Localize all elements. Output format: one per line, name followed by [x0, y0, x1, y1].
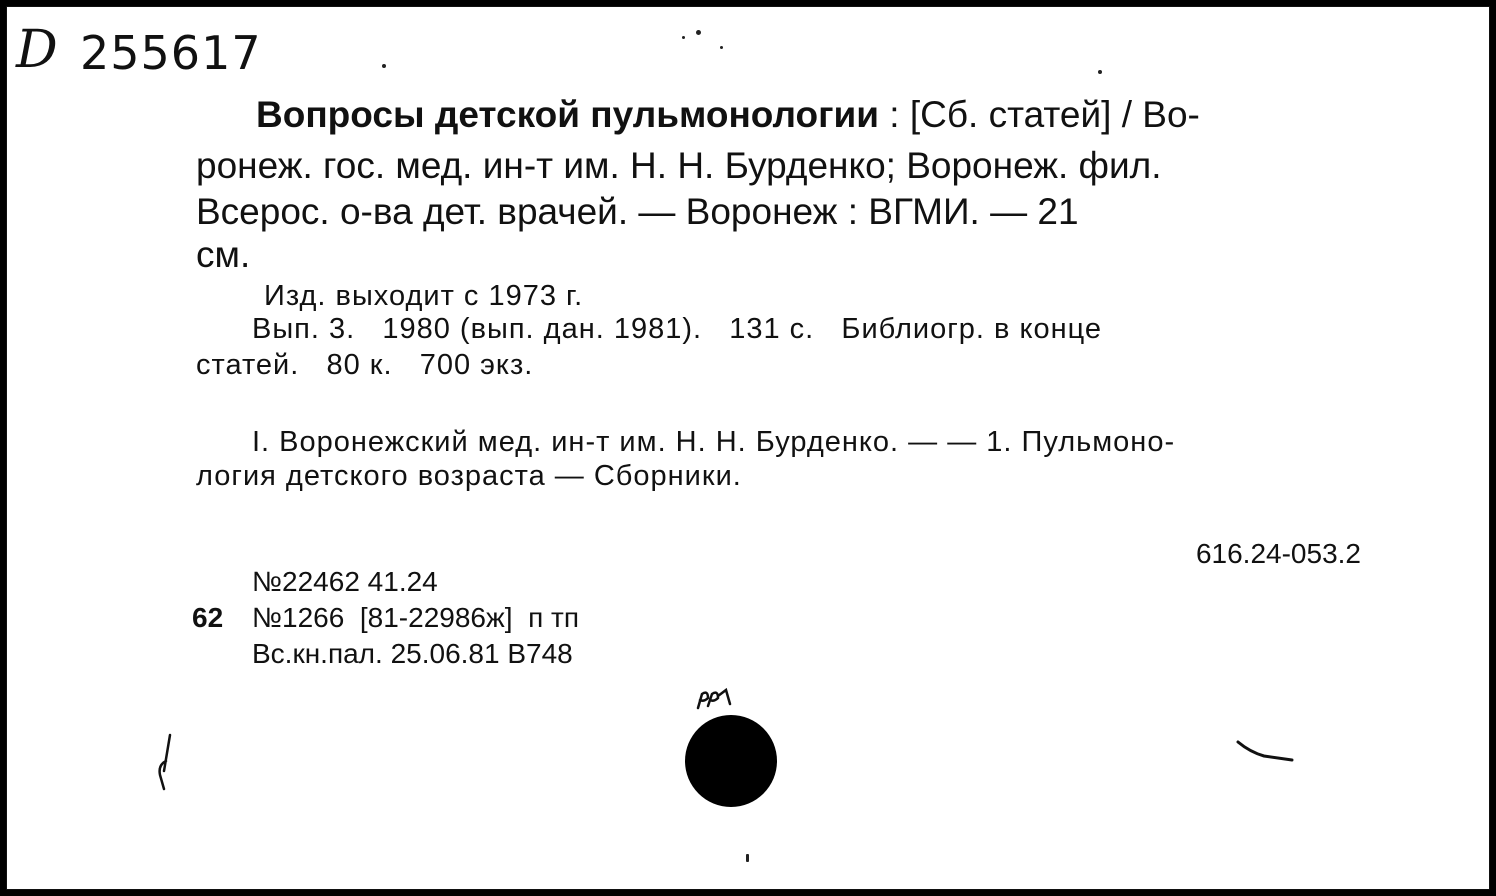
speck [1098, 70, 1102, 74]
pen-stroke-right [1234, 738, 1298, 768]
udc-code: 616.24-053.2 [1195, 538, 1361, 569]
subject-line-1: I. Воронежский мед. ин-т им. Н. Н. Бурденко. — — 1. Пульмоно- [252, 426, 1176, 458]
note-line-2: Вып. 3. 1980 (вып. дан. 1981). 131 с. Библиогр. в конце [252, 313, 1103, 345]
note-line-1: Изд. выходит с 1973 г. [264, 280, 584, 312]
inventory-number: 255617 [80, 26, 262, 80]
subject-line-2: логия детского возраста — Сборники. [196, 460, 742, 492]
handwritten-mark-left [154, 731, 178, 797]
title-bold: Вопросы детской пульмонологии [256, 94, 880, 135]
copies-count: 62 [192, 602, 224, 633]
title-line-1-rest: : [Сб. статей] / Во- [879, 94, 1200, 135]
catalog-card [6, 6, 1490, 890]
title-line-2: ронеж. гос. мед. ин-т им. Н. Н. Бурденко; Воронеж. фил. [196, 145, 1162, 186]
service-line-3: Вс.кн.пал. 25.06.81 В748 [252, 638, 573, 669]
shelf-letter: D [16, 20, 58, 80]
service-line-2: №1266 [81-22986ж] п тп [252, 602, 579, 633]
speck [696, 30, 701, 35]
speck [682, 36, 685, 39]
title-line-1 [256, 96, 1200, 133]
speck [746, 854, 749, 862]
stamp-dot [685, 715, 777, 807]
title-line-4: см. [196, 234, 251, 275]
handwritten-initials [694, 686, 742, 714]
speck [720, 46, 723, 49]
title-line-3: Всерос. о-ва дет. врачей. — Воронеж : ВГМИ. — 21 [196, 191, 1079, 232]
note-line-3: статей. 80 к. 700 экз. [196, 349, 534, 381]
speck [382, 64, 386, 68]
service-line-1: №22462 41.24 [252, 566, 438, 597]
